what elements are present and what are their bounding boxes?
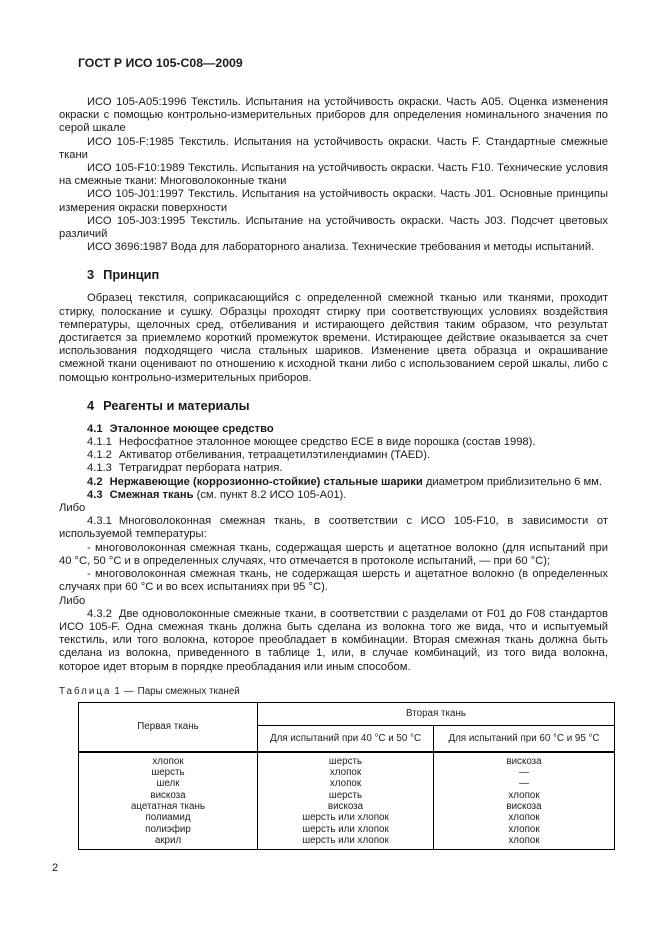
either-label: Либо: [59, 594, 86, 607]
table-cell: шелк: [79, 778, 258, 789]
multifibre-bullet-2: - многоволоконная смежная ткань, не содержащая шерсть и ацетатное волокно (в определенных случаях при 60 °С и во всех испытаниях при 95 °С).: [59, 568, 608, 594]
table-cell: хлопок: [258, 778, 434, 789]
reference-entry: ИСО 105-J01:1997 Текстиль. Испытания на устойчивость окраски. Часть J01. Основные принципы измерения окраски поверхности: [59, 188, 608, 214]
col-subheader-40-50: Для испытаний при 40 °С и 50 °С: [258, 725, 434, 752]
reference-entry: ИСО 105-J03:1995 Текстиль. Испытание на устойчивость окраски. Часть J03. Подсчет цветовых различий: [59, 214, 608, 241]
clause-4-2-number: 4.2: [87, 475, 103, 488]
clause-4-3-2: [59, 608, 608, 674]
clause-4-1-3-text: Тетрагидрат пербората натрия.: [118, 462, 283, 475]
section-4-title: Реагенты и материалы: [103, 397, 250, 413]
running-header: ГОСТ Р ИСО 105-С08—2009: [78, 56, 243, 70]
table-row: [79, 778, 615, 789]
section-4-heading: [59, 398, 608, 413]
table-cell: ацетатная ткань: [79, 801, 258, 812]
table-cell: —: [519, 767, 529, 779]
multifibre-bullet-1: - многоволоконная смежная ткань, содержащая шерсть и ацетатное волокно (для испытаний при 40 °С, 50 °С и в определенных случаях, что отмечается в протоколе испытаний, — при 60 °С);: [59, 541, 608, 567]
principle-paragraph: Образец текстиля, соприкасающийся с определенной смежной тканью или тканями, проходит стирку, полоскание и сушку. Образцы проходят стирку при соответствующих условиях воздействия температуры, щелочных сред, отбеливания и истирающего действия таким образом, что результат достигается за приемлемо короткий промежуток времени. Истирающее действие оказывается за счет использования подходящего числа стальных шариков. Изменение цвета образца и окрашивание смежной ткани оценивают по отношению к исходной ткани либо с использованием серой шкалы, либо с помощью контрольно-измерительных приборов.: [59, 292, 608, 384]
col-header-first-fabric: Первая ткань: [79, 702, 258, 752]
clause-4-1-3-number: 4.1.3: [87, 462, 112, 475]
section-3-heading: [59, 267, 608, 282]
table-cell: шерсть: [258, 752, 434, 767]
clause-4-3-1: [59, 515, 608, 541]
clause-4-1-2-number: 4.1.2: [87, 449, 112, 462]
clause-4-1-1-text: Нефосфатное эталонное моющее средство ЕСЕ в виде порошка (состав 1998).: [118, 436, 536, 449]
clause-4-1-1: [59, 436, 608, 449]
table-row: [79, 767, 615, 778]
clause-4-3-1-text: Многоволоконная смежная ткань, в соответствии с ИСО 105-F10, в зависимости от используемой температуры:: [59, 515, 608, 541]
clause-4-3-1-number: 4.3.1: [87, 515, 112, 528]
reference-entry: ИСО 105-А05:1996 Текстиль. Испытания на устойчивость окраски. Часть А05. Оценка изменения окраски с помощью контрольно-измерительных приборов для определения номинального значения по серой шкале: [59, 96, 608, 135]
table-header-row-1: [79, 702, 615, 725]
table-cell: хлопок: [258, 767, 434, 778]
table-cell: акрил: [79, 835, 258, 850]
reference-entry: ИСО 105-F:1985 Текстиль. Испытания на устойчивость окраски. Часть F. Стандартные смежные ткани: [59, 135, 608, 161]
table-cell: хлопок: [508, 834, 540, 846]
clause-4-3-number: 4.3: [87, 488, 103, 501]
table-1-caption: [59, 686, 608, 697]
table-cell: вискоза: [506, 755, 542, 767]
table-cell: шерсть или хлопок: [258, 812, 434, 823]
table-caption-title: Пары смежных тканей: [137, 685, 240, 697]
table-row: [79, 824, 615, 835]
table-cell: шерсть: [258, 790, 434, 801]
table-cell: вискоза: [506, 800, 542, 812]
col-header-second-fabric: Вторая ткань: [258, 702, 615, 725]
table-row: [79, 812, 615, 823]
adjacent-fabric-pairs-table: [78, 702, 615, 850]
section-3-number: 3: [87, 267, 95, 283]
clause-4-3-2-text: Две одноволоконные смежные ткани, в соответствии с разделами от F01 до F08 стандартов ИСО 105-F. Одна смежная ткань должна быть сделана из волокна того же вида, что и испытуемый текстиль, или того волокна, которое преобладает в комбинации. Вторая смежная ткань должна быть сделана из волокна, приведенного в таблице 1, или, в случае комбинаций, из того вида волокна, которое идет вторым в порядке преобладания или иным способом.: [59, 607, 608, 673]
col-subheader-60-95: Для испытаний при 60 °С и 95 °С: [434, 725, 615, 752]
table-cell: шерсть или хлопок: [258, 835, 434, 850]
table-row: [79, 752, 615, 767]
normative-references: [59, 96, 608, 254]
clause-4-1-text: Эталонное моющее средство: [109, 422, 274, 435]
table-cell: хлопок: [508, 823, 540, 835]
clause-4-3: [59, 489, 608, 502]
clause-4-1-2-text: Активатор отбеливания, тетраацетилэтилендиамин (TAED).: [118, 449, 431, 462]
clause-4-1-3: [59, 462, 608, 475]
table-cell: хлопок: [79, 752, 258, 767]
clause-4-2-rest-text: диаметром приблизительно 6 мм.: [422, 475, 602, 488]
clause-4-2-bold-text: Нержавеющие (коррозионно-стойкие) стальные шарики: [109, 475, 423, 488]
table-row: [79, 801, 615, 812]
clause-4-1-number: 4.1: [87, 422, 103, 435]
table-row: [79, 790, 615, 801]
reference-entry: ИСО 105-F10:1989 Текстиль. Испытания на устойчивость окраски. Часть F10. Технические условия на смежные ткани: Многоволоконные ткани: [59, 162, 608, 188]
table-cell: вискоза: [79, 790, 258, 801]
table-cell: полиэфир: [79, 824, 258, 835]
clause-4-1-1-number: 4.1.1: [87, 436, 112, 449]
table-caption-word: Таблица: [59, 685, 112, 697]
section-4-number: 4: [87, 397, 95, 413]
table-cell: хлопок: [508, 789, 540, 801]
table-cell: полиамид: [79, 812, 258, 823]
clause-4-1: [59, 423, 608, 436]
table-row: [79, 835, 615, 850]
table-caption-number: 1: [114, 685, 120, 697]
table-cell: хлопок: [508, 812, 540, 824]
table-cell: шерсть: [79, 767, 258, 778]
table-cell: вискоза: [258, 801, 434, 812]
table-cell: —: [519, 778, 529, 790]
clause-4-3-rest-text: (см. пункт 8.2 ИСО 105-А01).: [193, 488, 347, 501]
reference-entry: ИСО 3696:1987 Вода для лабораторного анализа. Технические требования и методы испытаний.: [87, 241, 595, 254]
reagents-clauses: [59, 423, 608, 674]
table-cell: шерсть или хлопок: [258, 824, 434, 835]
section-3-title: Принцип: [103, 267, 160, 283]
clause-4-1-2: [59, 449, 608, 462]
page-number: 2: [52, 862, 59, 875]
clause-4-3-2-number: 4.3.2: [87, 607, 112, 620]
clause-4-2: [59, 476, 608, 489]
either-label: Либо: [59, 502, 86, 515]
clause-4-3-bold-text: Смежная ткань: [109, 488, 194, 501]
table-caption-dash: —: [123, 685, 134, 697]
